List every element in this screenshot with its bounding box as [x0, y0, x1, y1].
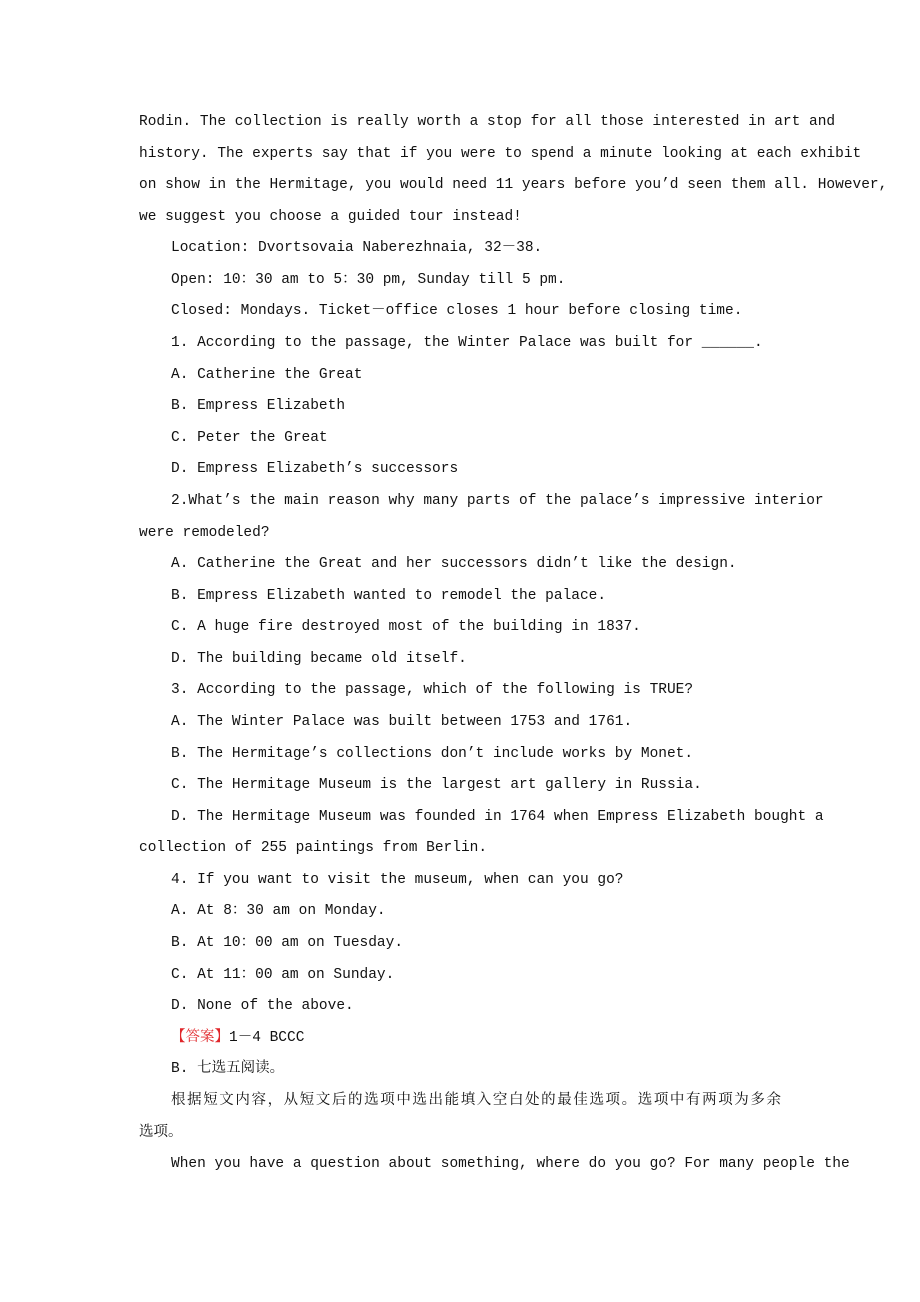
- text-line: 4. If you want to visit the museum, when can you go?: [171, 871, 624, 888]
- text-line: When you have a question about something, where do you go? For many people the: [171, 1156, 850, 1173]
- text-line: C. The Hermitage Museum is the largest art gallery in Russia.: [171, 777, 702, 794]
- text-line: Rodin. The collection is really worth a stop for all those interested in art and: [139, 114, 836, 130]
- text-line: D. The building became old itself.: [171, 650, 467, 667]
- text-line: 选项。: [139, 1124, 183, 1141]
- text-line: B. 七选五阅读。: [171, 1061, 285, 1078]
- text-line: C. Peter the Great: [171, 429, 328, 446]
- answer-label: 【答案】: [171, 1029, 229, 1046]
- text-line: B. At 10：00 am on Tuesday.: [171, 935, 404, 952]
- text-line: 根据短文内容，从短文后的选项中选出能填入空白处的最佳选项。选项中有两项为多余: [171, 1092, 781, 1109]
- text-line: A. Catherine the Great and her successors didn’t like the design.: [171, 556, 737, 573]
- text-line: history. The experts say that if you were to spend a minute looking at each exhibit: [139, 145, 862, 162]
- text-line: C. A huge fire destroyed most of the building in 1837.: [171, 619, 641, 636]
- text-line: D. None of the above.: [171, 998, 354, 1015]
- text-line: C. At 11：00 am on Sunday.: [171, 966, 395, 983]
- text-line: D. The Hermitage Museum was founded in 1764 when Empress Elizabeth bought a: [171, 808, 824, 825]
- text-line: B. Empress Elizabeth wanted to remodel the palace.: [171, 587, 607, 604]
- text-line: we suggest you choose a guided tour instead!: [139, 208, 522, 225]
- answer-text: 1－4 BCCC: [229, 1029, 305, 1046]
- text-line: 2.What’s the main reason why many parts of the palace’s impressive interior: [171, 492, 824, 509]
- text-line: were remodeled?: [139, 524, 270, 541]
- text-line: A. The Winter Palace was built between 1753 and 1761.: [171, 713, 633, 730]
- text-line: 1. According to the passage, the Winter Palace was built for ______.: [171, 335, 763, 352]
- text-line: collection of 255 paintings from Berlin.: [139, 840, 488, 857]
- document-page: [139, 112, 888, 1186]
- answer-line: [139, 1028, 781, 1060]
- text-line: A. At 8：30 am on Monday.: [171, 903, 386, 920]
- text-line: Location: Dvortsovaia Naberezhnaia, 32－38.: [171, 240, 543, 257]
- text-line: Open: 10：30 am to 5：30 pm, Sunday till 5 pm.: [171, 271, 566, 288]
- text-line: D. Empress Elizabeth’s successors: [171, 461, 459, 478]
- text-line: B. Empress Elizabeth: [171, 398, 346, 415]
- text-line: Closed: Mondays. Ticket－office closes 1 hour before closing time.: [171, 303, 743, 320]
- text-line: A. Catherine the Great: [171, 366, 363, 383]
- text-line: 3. According to the passage, which of the following is TRUE?: [171, 682, 694, 699]
- text-line: B. The Hermitage’s collections don’t include works by Monet.: [171, 745, 694, 762]
- text-line: on show in the Hermitage, you would need 11 years before you’d seen them all. However,: [139, 177, 888, 194]
